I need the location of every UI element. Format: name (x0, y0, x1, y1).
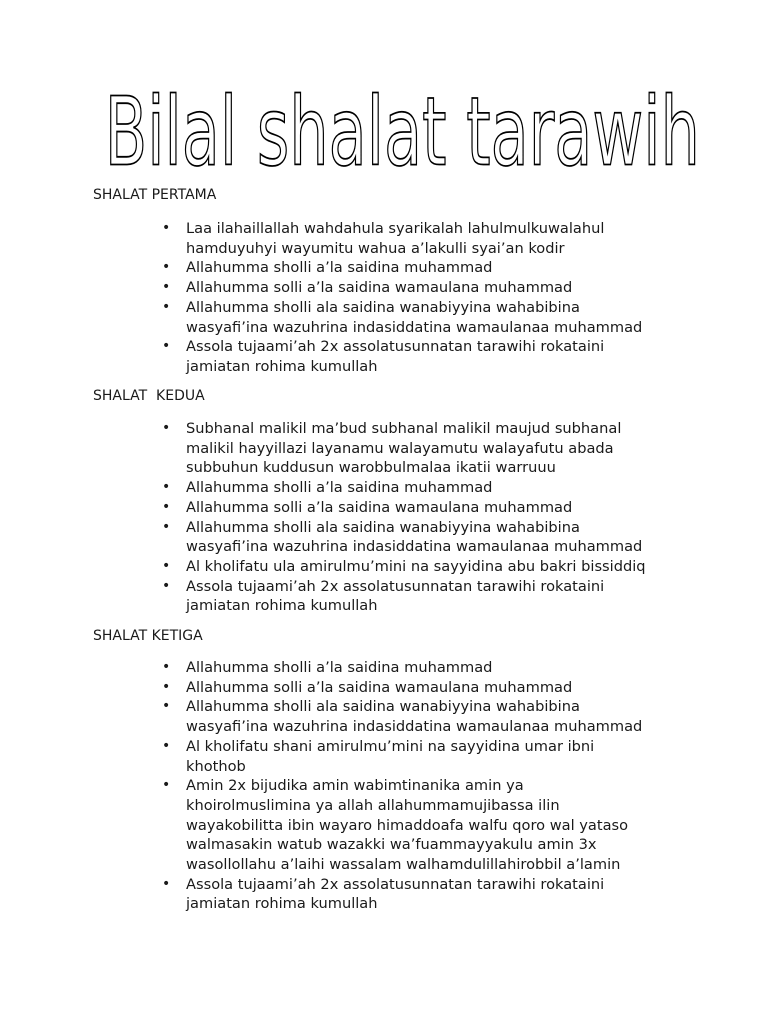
item-list (162, 419, 682, 616)
bullet-icon: • (162, 557, 171, 574)
item-line: khothob (186, 757, 246, 775)
list-item (162, 875, 682, 914)
item-line: jamiatan rohima kumullah (186, 895, 378, 913)
item-line: Allahumma sholli ala saidina wanabiyyina wahabibina (186, 298, 580, 316)
item-list (162, 658, 682, 914)
list-item (162, 419, 682, 478)
item-line: Subhanal malikil ma’bud subhanal malikil maujud subhanal (186, 420, 622, 437)
item-line: khoirolmuslimina ya allah allahummamujibassa ilin (186, 796, 560, 814)
bullet-icon: • (162, 737, 171, 754)
title-container (0, 77, 768, 187)
item-line: malikil hayyillazi layanamu walayamutu walayafutu abada (186, 439, 614, 457)
item-line: Allahumma sholli a’la saidina muhammad (186, 259, 493, 277)
bullet-icon: • (162, 875, 171, 892)
list-item (162, 298, 682, 337)
bullet-icon: • (162, 659, 171, 675)
item-line: wayakobilitta ibin wayaro himaddoafa walfu qoro wal yataso (186, 816, 629, 834)
item-line: wasyafi’ina wazuhrina indasiddatina wamaulanaa muhammad (186, 718, 643, 736)
item-line: Allahumma sholli a’la saidina muhammad (186, 659, 493, 676)
item-list (162, 219, 682, 377)
list-item (162, 278, 682, 298)
item-line: wasyafi’ina wazuhrina indasiddatina wamaulanaa muhammad (186, 318, 643, 336)
item-line: Al kholifatu ula amirulmu’mini na sayyidina abu bakri bissiddiq (186, 557, 646, 575)
item-line: Assola tujaami’ah 2x assolatusunnatan tarawihi rokataini (186, 875, 605, 893)
bullet-icon: • (162, 259, 171, 276)
item-line: Allahumma solli a’la saidina wamaulana muhammad (186, 279, 573, 297)
bullet-icon: • (162, 498, 171, 515)
item-line: Allahumma solli a’la saidina wamaulana muhammad (186, 678, 573, 696)
bullet-icon: • (162, 479, 171, 496)
list-item (162, 518, 682, 557)
item-line: Allahumma solli a’la saidina wamaulana muhammad (186, 498, 573, 516)
list-item (162, 577, 682, 616)
item-line: Amin 2x bijudika amin wabimtinanika amin ya (186, 777, 524, 795)
list-item (162, 219, 682, 258)
bullet-icon: • (162, 338, 171, 355)
item-line: jamiatan rohima kumullah (186, 597, 378, 615)
item-line: Allahumma sholli ala saidina wanabiyyina wahabibina (186, 698, 580, 716)
document-title: Bilal shalat tarawih (104, 77, 700, 187)
item-line: walmasakin watub wazakki wa’fuammayyakulu amin 3x (186, 836, 597, 854)
section-heading: SHALAT PERTAMA (93, 187, 217, 203)
list-item (162, 258, 682, 278)
list-item (162, 498, 682, 518)
section-heading: SHALAT KEDUA (93, 388, 205, 404)
item-line: Allahumma sholli a’la saidina muhammad (186, 479, 493, 497)
list-item (162, 337, 682, 376)
item-line: subbuhun kuddusun warobbulmalaa ikatii warruuu (186, 459, 556, 477)
section-heading: SHALAT KETIGA (93, 628, 203, 644)
bullet-icon: • (162, 678, 171, 695)
list-item (162, 776, 682, 875)
item-line: hamduyuhyi wayumitu wahua a’lakulli syai’an kodir (186, 239, 565, 257)
bullet-icon: • (162, 577, 171, 594)
item-line: Allahumma sholli ala saidina wanabiyyina wahabibina (186, 518, 580, 536)
item-line: wasollollahu a’laihi wassalam walhamdulillahirobbil a’lamin (186, 856, 621, 874)
bullet-icon: • (162, 220, 171, 236)
bullet-icon: • (162, 298, 171, 315)
item-line: Al kholifatu shani amirulmu’mini na sayyidina umar ibni (186, 737, 595, 755)
list-item (162, 478, 682, 498)
bullet-icon: • (162, 420, 171, 436)
list-item (162, 737, 682, 776)
item-line: Laa ilahaillallah wahdahula syarikalah lahulmulkuwalahul (186, 220, 605, 237)
list-item (162, 678, 682, 698)
item-line: Assola tujaami’ah 2x assolatusunnatan tarawihi rokataini (186, 577, 605, 595)
list-item (162, 557, 682, 577)
item-line: wasyafi’ina wazuhrina indasiddatina wamaulanaa muhammad (186, 538, 643, 556)
item-line: jamiatan rohima kumullah (186, 357, 378, 375)
bullet-icon: • (162, 698, 171, 715)
item-line: Assola tujaami’ah 2x assolatusunnatan tarawihi rokataini (186, 338, 605, 356)
bullet-icon: • (162, 279, 171, 296)
bullet-icon: • (162, 777, 171, 794)
list-item (162, 697, 682, 736)
list-item (162, 658, 682, 678)
bullet-icon: • (162, 518, 171, 535)
